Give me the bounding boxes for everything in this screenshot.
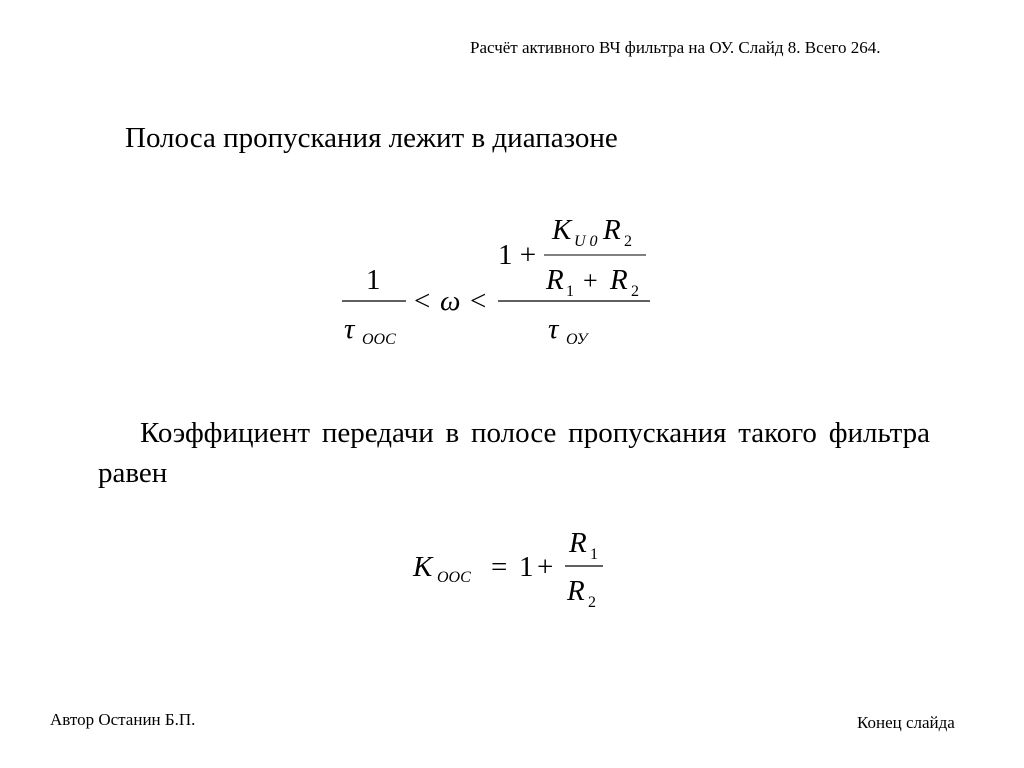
- formula1-K: K: [552, 214, 572, 246]
- formula-gain: [405, 520, 615, 615]
- formula2-K: K: [413, 551, 433, 583]
- formula1-less-than-1: <: [414, 285, 431, 317]
- formula1-one-plus: 1 +: [498, 239, 537, 271]
- formula1-sub-oy: ОУ: [566, 331, 588, 348]
- paragraph-gain: Коэффициент передачи в полосе пропускания такого фильтра равен: [98, 417, 930, 489]
- formula1-less-than-2: <: [470, 285, 487, 317]
- author-credit: Автор Останин Б.П.: [50, 710, 196, 729]
- end-slide-link[interactable]: Конец слайда: [857, 713, 955, 732]
- formula1-R-num: R: [603, 214, 621, 246]
- formula1-sub-1: 1: [566, 283, 574, 300]
- formula1-sub-2b: 2: [631, 283, 639, 300]
- paragraph-passband: Полоса пропускания лежит в диапазоне: [125, 122, 618, 154]
- formula1-sub-2: 2: [624, 233, 632, 250]
- formula2-R-den: R: [567, 575, 585, 607]
- formula1-plus: +: [583, 266, 598, 295]
- formula2-sub-ooc: ООС: [437, 569, 471, 586]
- formula1-tau-left: τ: [344, 313, 355, 345]
- formula2-one: 1: [519, 551, 534, 583]
- slide-header: Расчёт активного ВЧ фильтра на ОУ. Слайд 8. Всего 264.: [470, 38, 881, 57]
- formula1-omega: ω: [440, 285, 461, 317]
- formula1-R2: R: [610, 264, 628, 296]
- formula1-tau-right: τ: [548, 313, 559, 345]
- formula-passband: [330, 205, 670, 355]
- formula2-sub-2: 2: [588, 594, 596, 611]
- formula1-R1: R: [546, 264, 564, 296]
- formula2-equals: =: [491, 551, 508, 583]
- formula1-sub-ooc: ООС: [362, 331, 396, 348]
- formula1-sub-U0: U 0: [574, 233, 598, 250]
- formula2-plus: +: [537, 551, 554, 583]
- formula1-one-left: 1: [366, 264, 381, 296]
- formula2-sub-1: 1: [590, 546, 598, 563]
- formula2-R-num: R: [569, 527, 587, 559]
